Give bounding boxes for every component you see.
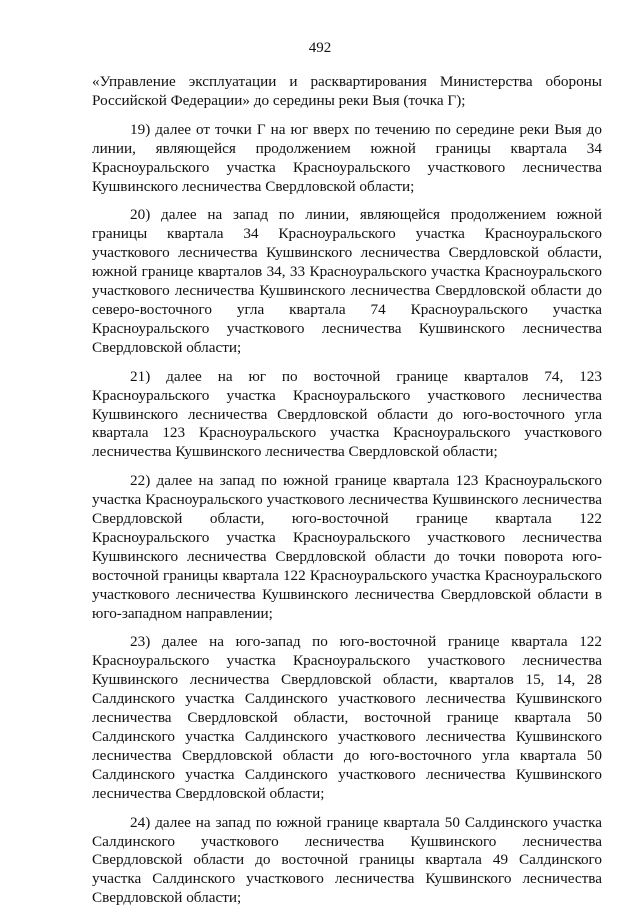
paragraph-item-23: 23) далее на юго-запад по юго-восточной границе квартала 122 Красноуральского участка Красноуральского участкового лесничества Кушвинского лесничества Свердловской области, кварталов 15, 14, 28 Салдинского участка Салдинского участкового лесничества Кушвинского лесничества Свердловской области, восточной границе квартала 50 Салдинского участка Салдинского участкового лесничества Кушвинского лесничества Свердловской области до юго-восточного угла квартала 50 Салдинского участка Салдинского участкового лесничества Кушвинского лесничества Свердловской области;	[92, 633, 602, 802]
paragraph-item-22: 22) далее на запад по южной границе квартала 123 Красноуральского участка Красноуральского участкового лесничества Кушвинского лесничества Свердловской области, юго-восточной границе квартала 122 Красноуральского участка Красноуральского участкового лесничества Кушвинского лесничества Свердловской области до точки поворота юго-восточной границы квартала 122 Красноуральского участка Красноуральского участкового лесничества Кушвинского лесничества Свердловской области в юго-западном направлении;	[92, 472, 602, 622]
document-body	[92, 73, 602, 918]
paragraph-continuation: «Управление эксплуатации и расквартирования Министерства обороны Российской Федерации» до середины реки Выя (точка Г);	[92, 73, 602, 109]
paragraph-item-21: 21) далее на юг по восточной границе кварталов 74, 123 Красноуральского участка Красноуральского участкового лесничества Кушвинского лесничества Свердловской области до юго-восточного угла квартала 123 Красноуральского участка Красноуральского участкового лесничества Кушвинского лесничества Свердловской области;	[92, 367, 602, 461]
paragraph-item-24: 24) далее на запад по южной границе квартала 50 Салдинского участка Салдинского участкового лесничества Кушвинского лесничества Свердловской области до восточной границы квартала 49 Салдинского участка Салдинского участкового лесничества Кушвинского лесничества Свердловской области;	[92, 813, 602, 907]
paragraph-item-19: 19) далее от точки Г на юг вверх по течению по середине реки Выя до линии, являющейся продолжением южной границы квартала 34 Красноуральского участка Красноуральского участкового лесничества Кушвинского лесничества Свердловской области;	[92, 120, 602, 195]
page-number: 492	[308, 40, 332, 56]
paragraph-item-20: 20) далее на запад по линии, являющейся продолжением южной границы квартала 34 Красноуральского участка Красноуральского участкового лесничества Кушвинского лесничества Свердловской области, южной границе кварталов 34, 33 Красноуральского участка Красноуральского участкового лесничества Кушвинского лесничества Свердловской области до северо-восточного угла квартала 74 Красноуральского участка Красноуральского участкового лесничества Кушвинского лесничества Свердловской области;	[92, 206, 602, 356]
